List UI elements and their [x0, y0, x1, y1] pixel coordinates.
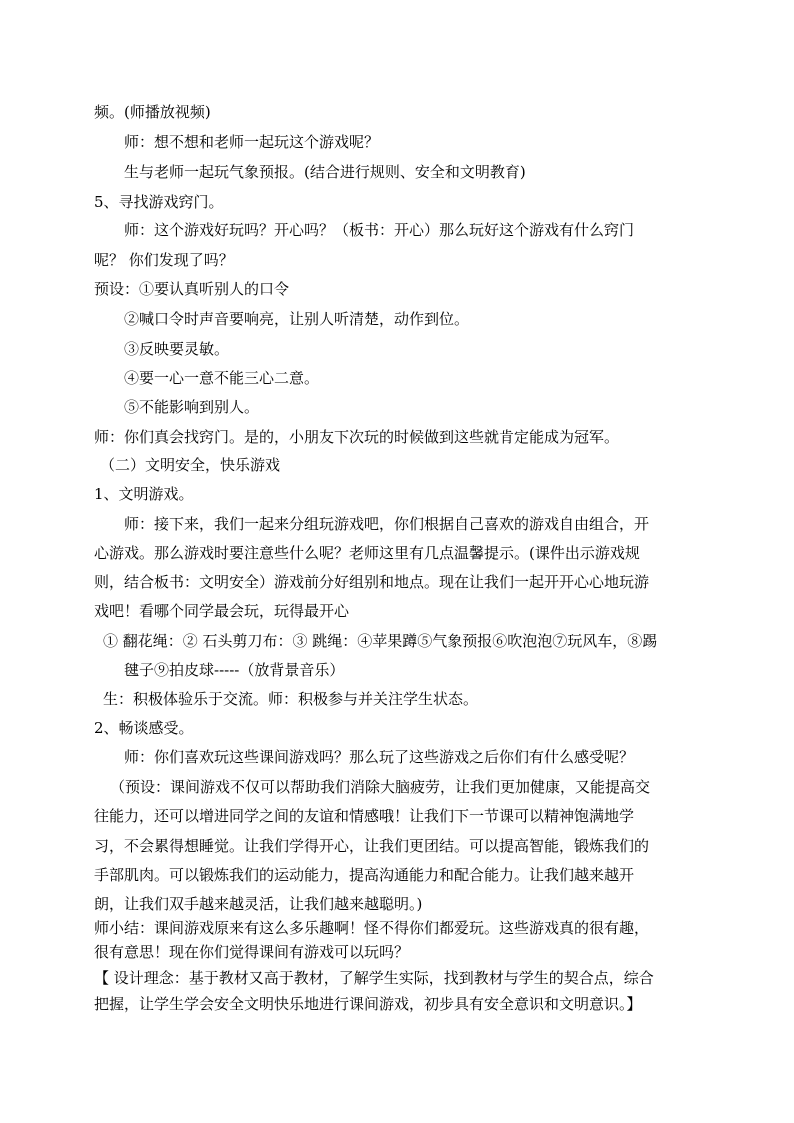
text-line: （预设：课间游戏不仅可以帮助我们消除大脑疲劳，让我们更加健康，又能提高交	[110, 778, 651, 796]
text-line: 师小结：课间游戏原来有这么多乐趣啊！怪不得你们都爱玩。这些游戏真的很有趣，	[94, 919, 650, 937]
text-line: 则，结合板书：文明安全）游戏前分好组别和地点。现在让我们一起开开心心地玩游	[94, 573, 650, 591]
text-line: 毽子⑨拍皮球-----（放背景音乐）	[124, 661, 345, 679]
text-line: 5、寻找游戏窍门。	[94, 193, 224, 211]
text-line: 戏吧！看哪个同学最会玩，玩得最开心	[94, 602, 350, 620]
text-line: 师：这个游戏好玩吗？开心吗？（板书：开心）那么玩好这个游戏有什么窍门	[124, 221, 635, 239]
text-line: 师：接下来，我们一起来分组玩游戏吧，你们根据自己喜欢的游戏自由组合，开	[124, 515, 650, 533]
text-line: ① 翻花绳：② 石头剪刀布：③ 跳绳：④苹果蹲⑤气象预报⑥吹泡泡⑦玩风车，⑧踢	[103, 632, 658, 650]
text-line: 朗，让我们双手越来越灵活，让我们越来越聪明。)	[94, 895, 423, 913]
text-line: 生与老师一起玩气象预报。(结合进行规则、安全和文明教育)	[124, 163, 526, 181]
text-line: 习，不会累得想睡觉。让我们学得开心，让我们更团结。可以提高智能，锻炼我们的	[94, 837, 650, 855]
text-line: ⑤不能影响到别人。	[124, 398, 260, 416]
text-line: 2、畅谈感受。	[94, 719, 194, 737]
text-line: ④要一心一意不能三心二意。	[124, 369, 320, 387]
text-line: 1、文明游戏。	[94, 485, 194, 503]
text-line: 把握，让学生学会安全文明快乐地进行课间游戏，初步具有安全意识和文明意识。】	[94, 995, 642, 1013]
section-heading: （二）文明安全，快乐游戏	[100, 456, 281, 474]
text-line: ③反映要灵敏。	[124, 340, 230, 358]
text-line: 很有意思！现在你们觉得课间有游戏可以玩吗？	[94, 943, 410, 961]
text-line: 呢？ 你们发现了吗？	[94, 251, 234, 269]
text-line: 【 设计理念：基于教材又高于教材，了解学生实际，找到教材与学生的契合点，综合	[94, 969, 654, 987]
text-line: 频。(师播放视频)	[94, 103, 211, 121]
text-line: 手部肌肉。可以锻炼我们的运动能力，提高沟通能力和配合能力。让我们越来越开	[94, 866, 635, 884]
text-line: 师：你们喜欢玩这些课间游戏吗？那么玩了这些游戏之后你们有什么感受呢？	[124, 748, 635, 766]
text-line: 师：你们真会找窍门。是的，小朋友下次玩的时候做到这些就肯定能成为冠军。	[94, 428, 620, 446]
text-line: 往能力，还可以增进同学之间的友谊和情感哦！让我们下一节课可以精神饱满地学	[94, 807, 635, 825]
text-line: 生：积极体验乐于交流。师：积极参与并关注学生状态。	[103, 690, 479, 708]
text-line: 师：想不想和老师一起玩这个游戏呢？	[124, 133, 380, 151]
text-line: 预设：①要认真听别人的口令	[94, 280, 290, 298]
text-line: ②喊口令时声音要响亮，让别人听清楚，动作到位。	[124, 310, 470, 328]
text-line: 心游戏。那么游戏时要注意些什么呢？老师这里有几点温馨提示。(课件出示游戏规	[94, 544, 640, 562]
